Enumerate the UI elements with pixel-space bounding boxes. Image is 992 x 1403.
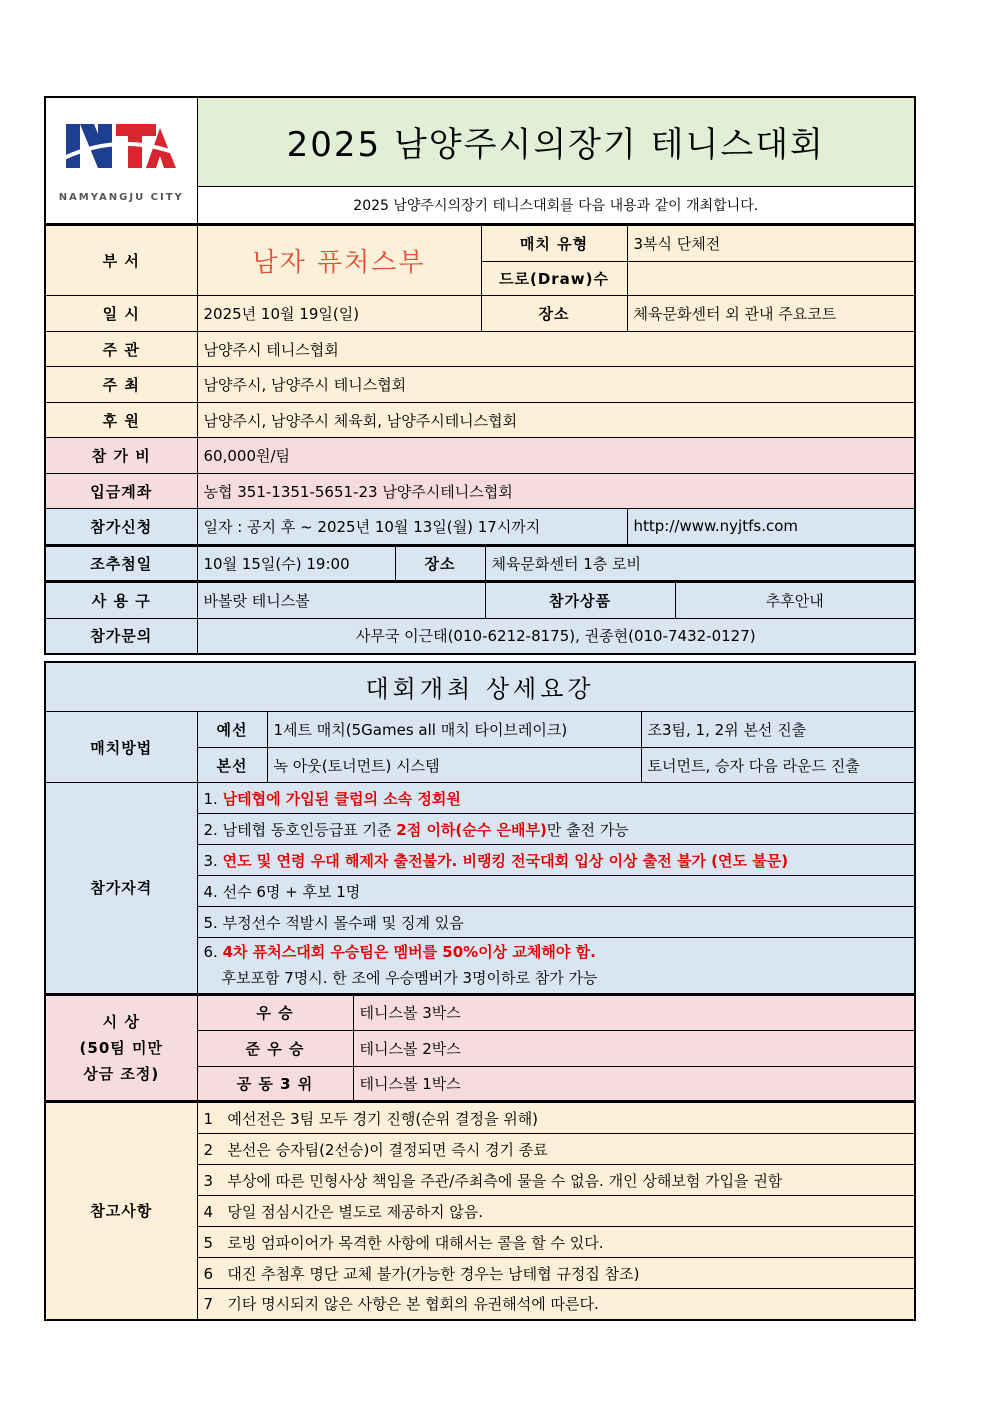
header-table (44, 96, 916, 225)
info-table (44, 225, 916, 546)
award-prize: 테니스볼 2박스 (353, 1030, 915, 1066)
account-value: 농협 351-1351-5651-23 남양주시테니스협회 (197, 474, 915, 509)
note-item (197, 1165, 915, 1196)
organizer-label: 주 관 (45, 332, 197, 367)
eligibility-item (197, 907, 915, 938)
note-text: 로빙 엄파이어가 목격한 사항에 대해서는 콜을 할 수 있다. (227, 1233, 604, 1252)
eligibility-num: 5. (203, 913, 218, 932)
notice-sheet (44, 96, 914, 1321)
draw-meet-place-value: 체육문화센터 1층 로비 (485, 546, 915, 581)
eligibility-text: 선수 6명 + 후보 1명 (222, 882, 361, 901)
main-note: 토너먼트, 승자 다음 라운드 진출 (641, 748, 915, 783)
host-value: 남양주시, 남양주시 테니스협회 (197, 367, 915, 403)
note-item (197, 1134, 915, 1165)
match-type-label: 매치 유형 (481, 226, 627, 262)
main-value: 녹 아웃(토너먼트) 시스템 (267, 748, 641, 783)
ball-value: 바볼랏 테니스볼 (197, 583, 485, 619)
award-label-line: 상금 조정) (83, 1064, 160, 1083)
eligibility-num: 6. (203, 943, 218, 962)
apply-url-link[interactable]: http://www.nyjtfs.com (627, 509, 915, 545)
award-rank: 공 동 3 위 (197, 1066, 353, 1101)
draw-table (44, 546, 916, 583)
award-label-line: 시 상 (102, 1012, 140, 1031)
eligibility-item (197, 783, 915, 814)
note-num: 4 (203, 1202, 214, 1221)
award-prize: 테니스볼 1박스 (353, 1066, 915, 1101)
ball-table (44, 582, 916, 655)
division-value: 남자 퓨처스부 (197, 226, 481, 296)
contact-value: 사무국 이근태(010-6212-8175), 권종현(010-7432-0127) (197, 619, 915, 654)
date-label: 일 시 (45, 296, 197, 332)
award-rank: 준 우 승 (197, 1030, 353, 1066)
logo-caption: NAMYANGJU CITY (58, 192, 184, 203)
note-text: 당일 점심시간은 별도로 제공하지 않음. (227, 1202, 484, 1221)
note-num: 5 (203, 1233, 214, 1252)
award-label-line: (50팀 미만 (79, 1038, 163, 1057)
eligibility-item (197, 876, 915, 907)
apply-label: 참가신청 (45, 509, 197, 545)
eligibility-red-text: 4차 퓨처스대회 우승팀은 멤버를 50%이상 교체해야 함. (222, 943, 596, 962)
eligibility-num: 3. (203, 851, 218, 870)
eligibility-text: 만 출전 가능 (546, 820, 629, 839)
venue-label: 장소 (481, 296, 627, 332)
note-text: 부상에 따른 민형사상 책임을 주관/주최측에 물을 수 없음. 개인 상해보험 가입을 권함 (227, 1171, 783, 1190)
prize-goods-value: 추후안내 (675, 583, 915, 619)
note-num: 6 (203, 1264, 214, 1283)
organizer-value: 남양주시 테니스협회 (197, 332, 915, 367)
page-title: 2025 남양주시의장기 테니스대회 (197, 97, 915, 186)
prelim-value: 1세트 매치(5Games all 매치 타이브레이크) (267, 712, 641, 748)
note-num: 3 (203, 1171, 214, 1190)
host-label: 주 최 (45, 367, 197, 403)
eligibility-label: 참가자격 (45, 783, 197, 994)
eligibility-red-text: 남테협에 가입된 클럽의 소속 정회원 (222, 789, 461, 808)
apply-value: 일자 : 공지 후 ~ 2025년 10월 13일(월) 17시까지 (197, 509, 627, 545)
division-label: 부 서 (45, 226, 197, 296)
eligibility-num: 4. (203, 882, 218, 901)
eligibility-item (197, 938, 915, 994)
note-item (197, 1289, 915, 1320)
main-label: 본선 (197, 748, 267, 783)
intro-text: 2025 남양주시의장기 테니스대회를 다음 내용과 같이 개최합니다. (197, 186, 915, 224)
contact-label: 참가문의 (45, 619, 197, 654)
draw-meet-value: 10월 15일(수) 19:00 (197, 546, 395, 581)
note-num: 1 (203, 1109, 214, 1128)
prelim-label: 예선 (197, 712, 267, 748)
eligibility-text: 부정선수 적발시 몰수패 및 징계 있음 (222, 913, 464, 932)
eligibility-item (197, 845, 915, 876)
note-item (197, 1227, 915, 1258)
account-label: 입금계좌 (45, 474, 197, 509)
note-num: 2 (203, 1140, 214, 1159)
note-item (197, 1258, 915, 1289)
note-text: 본선은 승자팀(2선승)이 결정되면 즉시 경기 종료 (227, 1140, 548, 1159)
note-item (197, 1103, 915, 1134)
match-type-value: 3복식 단체전 (627, 226, 915, 262)
notes-table (44, 1102, 916, 1321)
draw-count-label: 드로(Draw)수 (481, 262, 627, 296)
note-text: 예선전은 3팀 모두 경기 진행(순위 결정을 위해) (227, 1109, 539, 1128)
fee-value: 60,000원/팀 (197, 438, 915, 474)
city-logo-icon (60, 118, 182, 188)
award-prize: 테니스볼 3박스 (353, 995, 915, 1030)
draw-count-value (627, 262, 915, 296)
eligibility-num: 1. (203, 789, 218, 808)
award-label (45, 995, 197, 1101)
prize-goods-label: 참가상품 (485, 583, 675, 619)
eligibility-num: 2. (203, 820, 218, 839)
eligibility-subtext: 후보포함 7명시. 한 조에 우승멤버가 3명이하로 참가 가능 (221, 969, 598, 988)
ball-label: 사 용 구 (45, 583, 197, 619)
eligibility-text: 남테협 동호인등급표 기준 (222, 820, 397, 839)
sponsor-value: 남양주시, 남양주시 체육회, 남양주시테니스협회 (197, 403, 915, 438)
eligibility-item (197, 814, 915, 845)
note-text: 기타 명시되지 않은 사항은 본 협회의 유권해석에 따른다. (227, 1295, 599, 1314)
eligibility-red-text: 연도 및 연령 우대 해제자 출전불가. 비랭킹 전국대회 입상 이상 출전 불가 (연도 불문) (222, 851, 789, 870)
note-item (197, 1196, 915, 1227)
notes-label: 참고사항 (45, 1103, 197, 1320)
details-table (44, 661, 916, 995)
date-value: 2025년 10월 19일(일) (197, 296, 481, 332)
method-label: 매치방법 (45, 712, 197, 783)
draw-meet-place-label: 장소 (395, 546, 485, 581)
logo-cell (45, 97, 197, 224)
details-section-title: 대회개최 상세요강 (45, 662, 915, 712)
note-text: 대진 추첨후 명단 교체 불가(가능한 경우는 남테협 규정집 참조) (227, 1264, 640, 1283)
eligibility-red-text: 2점 이하(순수 은배부) (396, 820, 547, 839)
fee-label: 참 가 비 (45, 438, 197, 474)
venue-value: 체육문화센터 외 관내 주요코트 (627, 296, 915, 332)
awards-table (44, 995, 916, 1103)
prelim-note: 조3팀, 1, 2위 본선 진출 (641, 712, 915, 748)
note-num: 7 (203, 1295, 214, 1314)
sponsor-label: 후 원 (45, 403, 197, 438)
draw-meet-label: 조추첨일 (45, 546, 197, 581)
award-rank: 우 승 (197, 995, 353, 1030)
